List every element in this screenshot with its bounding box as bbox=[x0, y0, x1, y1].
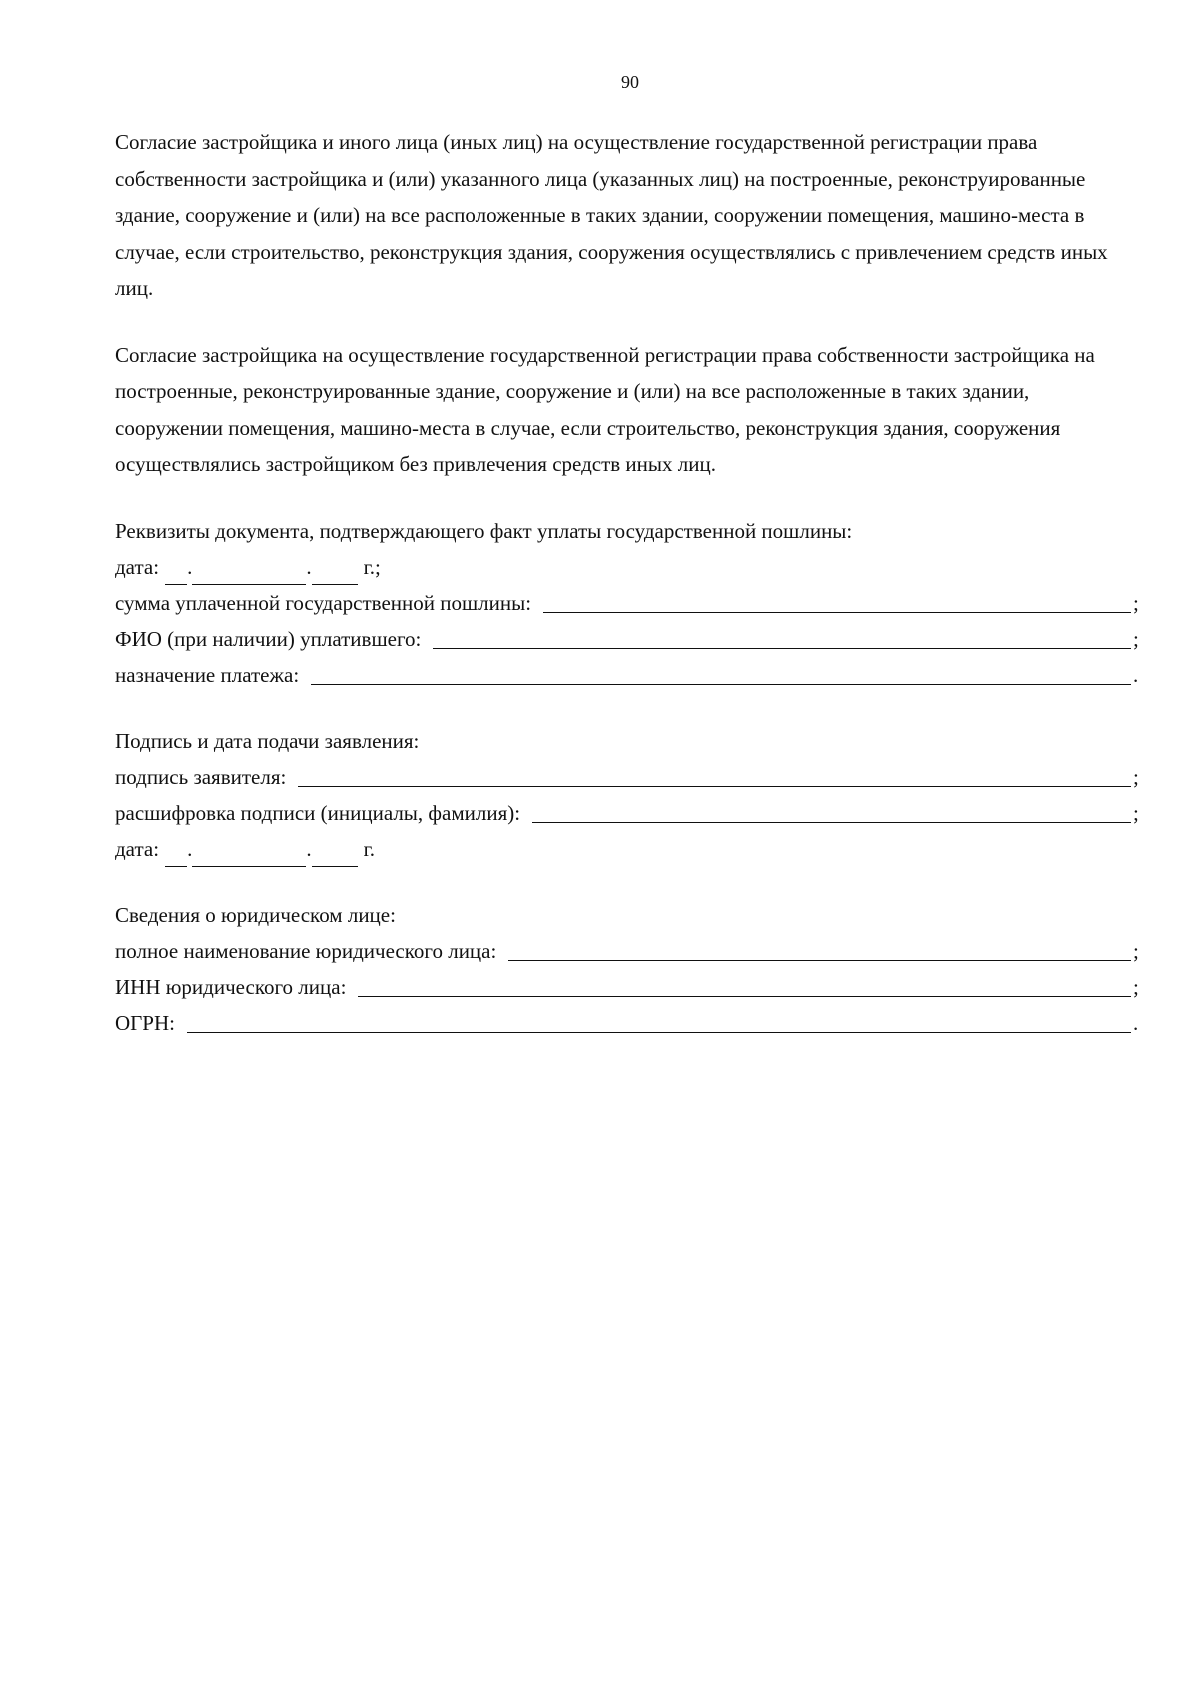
legal-entity-section bbox=[115, 897, 1141, 1041]
payment-payer-field[interactable] bbox=[433, 622, 1131, 649]
document-body bbox=[115, 124, 1141, 1041]
legal-entity-name-field[interactable] bbox=[508, 934, 1131, 961]
payment-date-row: дата: . . г.; bbox=[115, 549, 1141, 585]
payment-amount-field[interactable] bbox=[543, 586, 1131, 613]
consent-developer-only-paragraph: Согласие застройщика на осуществление государственной регистрации права собственности застройщика на построенные, реконструированные здание, сооружение и (или) на все расположенные в таких здании, сооружении помещения, машино-места в случае, если строительство, реконструкция здания, сооружения осуществлялись застройщиком без привлечения средств иных лиц. bbox=[115, 342, 1095, 476]
page-number: 90 bbox=[621, 72, 639, 92]
payment-purpose-field[interactable] bbox=[311, 658, 1131, 685]
applicant-signature-field[interactable] bbox=[298, 760, 1131, 787]
payment-purpose-row: назначение платежа: . bbox=[115, 657, 1141, 693]
payment-section bbox=[115, 513, 1141, 693]
legal-entity-inn-row: ИНН юридического лица: ; bbox=[115, 969, 1141, 1005]
signature-heading: Подпись и дата подачи заявления: bbox=[115, 728, 420, 753]
legal-entity-ogrn-row: ОГРН: . bbox=[115, 1005, 1141, 1041]
payment-amount-row: сумма уплаченной государственной пошлины: ; bbox=[115, 585, 1141, 621]
signature-date-day-field[interactable] bbox=[165, 842, 187, 867]
payment-payer-row: ФИО (при наличии) уплатившего: ; bbox=[115, 621, 1141, 657]
consent-with-investors-paragraph: Согласие застройщика и иного лица (иных лиц) на осуществление государственной регистрации права собственности застройщика и (или) указанного лица (указанных лиц) на построенные, реконструированные здание, сооружение и (или) на все расположенные в таких здании, сооружении помещения, машино-места в случае, если строительство, реконструкция здания, сооружения осуществлялись с привлечением средств иных лиц. bbox=[115, 130, 1108, 300]
signature-decode-field[interactable] bbox=[532, 796, 1131, 823]
legal-entity-name-row: полное наименование юридического лица: ; bbox=[115, 933, 1141, 969]
payment-date-day-field[interactable] bbox=[165, 560, 187, 585]
payment-date-month-field[interactable] bbox=[192, 560, 306, 585]
signature-date-year-field[interactable] bbox=[312, 842, 358, 867]
signature-decode-row: расшифровка подписи (инициалы, фамилия): ; bbox=[115, 795, 1141, 831]
payment-heading: Реквизиты документа, подтверждающего факт уплаты государственной пошлины: bbox=[115, 518, 853, 543]
payment-date-year-field[interactable] bbox=[312, 560, 358, 585]
signature-date-row: дата: . . г. bbox=[115, 831, 1141, 867]
signature-date-month-field[interactable] bbox=[192, 842, 306, 867]
legal-entity-heading: Сведения о юридическом лице: bbox=[115, 902, 396, 927]
signature-section bbox=[115, 723, 1141, 867]
legal-entity-inn-field[interactable] bbox=[358, 970, 1131, 997]
legal-entity-ogrn-field[interactable] bbox=[187, 1006, 1131, 1033]
signature-row: подпись заявителя: ; bbox=[115, 759, 1141, 795]
